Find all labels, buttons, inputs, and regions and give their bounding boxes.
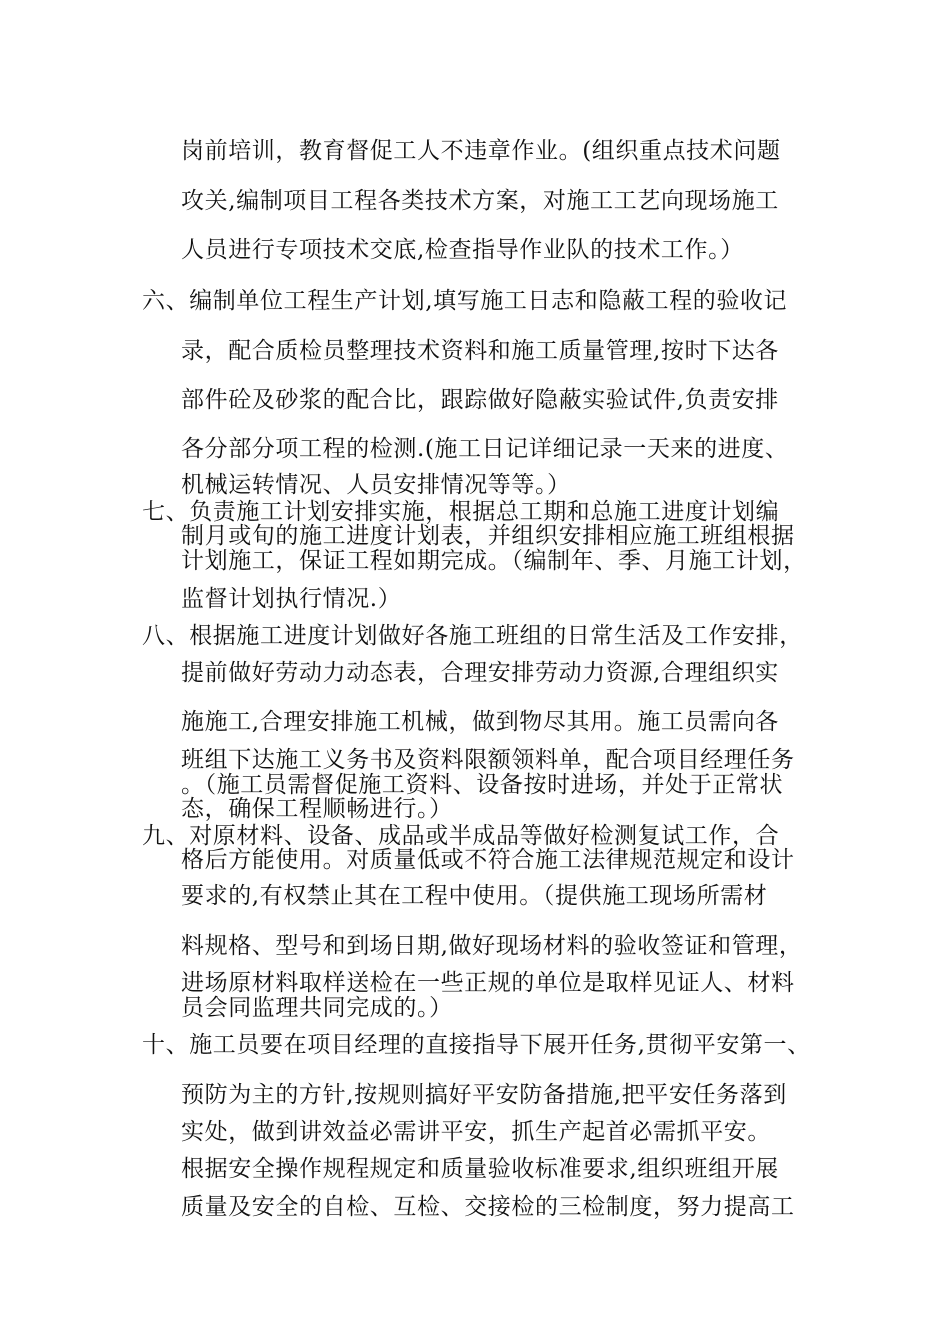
text-line: 机械运转情况、人员安排情况等等。） xyxy=(181,472,571,498)
text-line: 对原材料、设备、成品或半成品等做好检测复试工作，合 xyxy=(189,823,780,849)
text-line: 质量及安全的自检、互检、交接检的三检制度，努力提高工 xyxy=(181,1194,795,1220)
text-line: 员会同监理共同完成的。） xyxy=(181,995,453,1021)
text-line: 施施工,合理安排施工机械，做到物尽其用。施工员需向各 xyxy=(181,709,779,735)
text-line: 人员进行专项技术交底,检查指导作业队的技术工作。） xyxy=(181,237,744,263)
text-line: 部件砼及砂浆的配合比，跟踪做好隐蔽实验试件,负责安排 xyxy=(181,387,779,413)
text-line: 施工员要在项目经理的直接指导下展开任务,贯彻平安第一、 xyxy=(189,1032,811,1058)
text-line: 料规格、型号和到场日期,做好现场材料的验收签证和管理， xyxy=(181,933,803,959)
item-number: 六、 xyxy=(142,288,190,314)
text-line: 要求的,有权禁止其在工程中使用。（提供施工现场所需材 xyxy=(181,883,768,909)
item-ten xyxy=(142,1030,811,1060)
text-line: 监督计划执行情况.） xyxy=(181,586,402,612)
text-line: 提前做好劳动力动态表，合理安排劳动力资源,合理组织实 xyxy=(181,660,779,686)
text-line: 进场原材料取样送检在一些正规的单位是取样见证人、材料 xyxy=(181,970,795,996)
text-line: 预防为主的方针,按规则搞好平安防备措施,把平安任务落到 xyxy=(181,1082,787,1108)
text-line: 格后方能使用。对质量低或不符合施工法律规范规定和设计 xyxy=(181,847,795,873)
text-line: 岗前培训，教育督促工人不违章作业。(组织重点技术问题 xyxy=(181,138,781,164)
text-line: 负责施工计划安排实施，根据总工期和总施工进度计划编 xyxy=(189,499,780,525)
text-line: 实处，做到讲效益必需讲平安，抓生产起首必需抓平安。 xyxy=(181,1119,771,1145)
text-line: 态，确保工程顺畅进行。） xyxy=(181,796,453,822)
text-line: 各分部分项工程的检测.(施工日记详细记录一天来的进度、 xyxy=(181,436,789,462)
item-number: 八、 xyxy=(142,623,190,649)
item-number: 十、 xyxy=(142,1032,190,1058)
text-line: 制月或旬的施工进度计划表，并组织安排相应施工班组根据 xyxy=(181,523,795,549)
text-line: 班组下达施工义务书及资料限额领料单，配合项目经理任务 xyxy=(181,747,795,773)
item-six xyxy=(142,286,787,316)
text-line: 根据安全操作规程规定和质量验收标准要求,组织班组开展 xyxy=(181,1156,779,1182)
text-line: 录，配合质检员整理技术资料和施工质量管理,按时下达各 xyxy=(181,338,779,364)
text-line: 攻关,编制项目工程各类技术方案，对施工工艺向现场施工 xyxy=(181,188,779,214)
text-line: 。（施工员需督促施工资料、设备按时进场，并处于正常状 xyxy=(181,772,784,798)
item-number: 七、 xyxy=(142,499,190,525)
text-line: 计划施工，保证工程如期完成。（编制年、季、月施工计划， xyxy=(181,548,807,574)
text-line: 根据施工进度计划做好各施工班组的日常生活及工作安排， xyxy=(189,623,803,649)
text-line: 编制单位工程生产计划,填写施工日志和隐蔽工程的验收记 xyxy=(189,288,788,314)
item-number: 九、 xyxy=(142,823,190,849)
item-eight xyxy=(142,621,803,651)
